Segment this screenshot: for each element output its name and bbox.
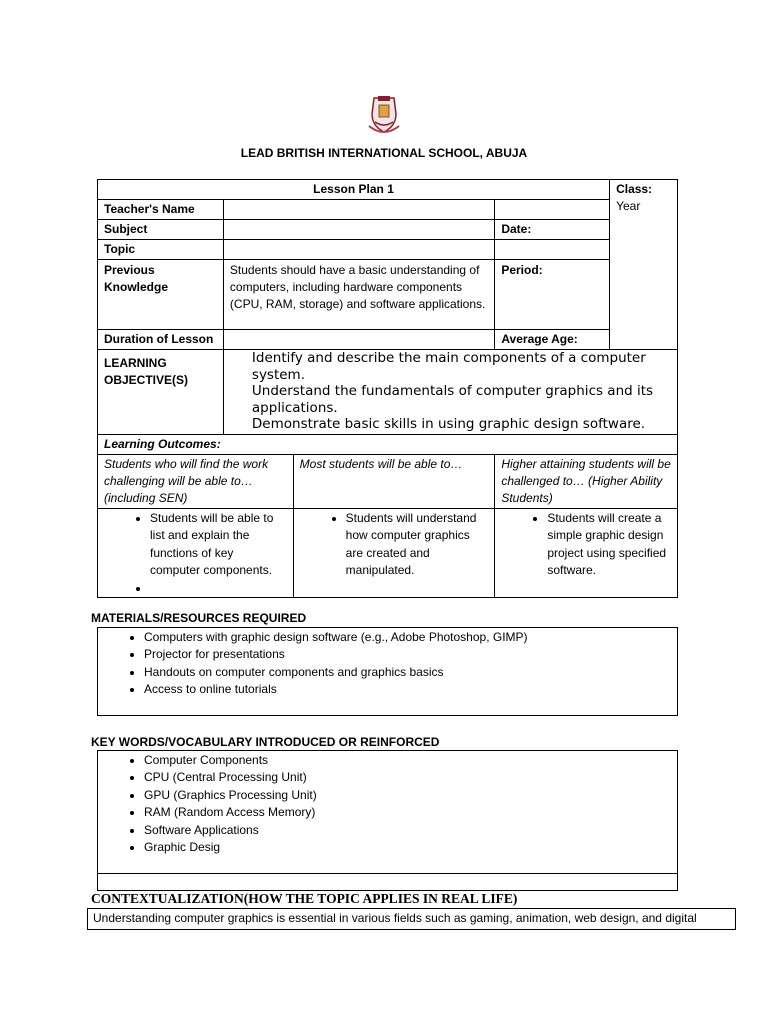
keywords-spacer-row bbox=[97, 873, 678, 891]
topic-field[interactable] bbox=[223, 240, 494, 260]
outcome-header-most: Most students will be able to… bbox=[293, 454, 495, 508]
school-crest bbox=[366, 92, 402, 136]
objectives-label-line1: LEARNING bbox=[104, 356, 167, 370]
outcome-item: • Students will understand how computer graphics are created and manipulated. bbox=[346, 510, 489, 580]
keyword-item: • GPU (Graphics Processing Unit) bbox=[144, 787, 677, 804]
previous-label-line1: Previous bbox=[104, 263, 155, 277]
keyword-item: • CPU (Central Processing Unit) bbox=[144, 769, 677, 786]
objective-item: Demonstrate basic skills in using graphic design software. bbox=[251, 416, 646, 433]
keyword-item: • RAM (Random Access Memory) bbox=[144, 804, 677, 821]
outcome-cell-higher bbox=[495, 508, 678, 597]
outcome-item: • Students will be able to list and explain the functions of key computer components. bbox=[150, 510, 287, 580]
contextualization-title: CONTEXTUALIZATION(HOW THE TOPIC APPLIES IN REAL LIFE) bbox=[91, 891, 518, 906]
objectives-label bbox=[98, 350, 224, 435]
teacher-name-field[interactable] bbox=[223, 200, 494, 220]
keyword-item: • Computer Components bbox=[144, 752, 677, 769]
school-name: LEAD BRITISH INTERNATIONAL SCHOOL, ABUJA bbox=[240, 146, 528, 160]
objective-item: Understand the fundamentals of computer graphics and its applications. bbox=[251, 383, 654, 416]
outcome-cell-sen bbox=[98, 508, 294, 597]
teacher-name-label: Teacher's Name bbox=[98, 200, 224, 220]
subject-label: Subject bbox=[98, 220, 224, 240]
materials-item: • Projector for presentations bbox=[144, 646, 677, 663]
outcome-header-sen: Students who will find the work challenging will be able to… (including SEN) bbox=[98, 454, 294, 508]
keyword-item: • Software Applications bbox=[144, 822, 677, 839]
previous-knowledge-label bbox=[98, 260, 224, 330]
duration-field[interactable] bbox=[223, 330, 494, 350]
materials-item: • Handouts on computer components and graphics basics bbox=[144, 664, 677, 681]
outcome-header-higher: Higher attaining students will be challenged to… (Higher Ability Students) bbox=[495, 454, 678, 508]
outcome-item-empty bbox=[150, 580, 287, 597]
topic-label: Topic bbox=[98, 240, 224, 260]
contextualization-text: Understanding computer graphics is essential in various fields such as gaming, animation, web design, and digital bbox=[93, 911, 697, 925]
period-label: Period: bbox=[495, 260, 610, 330]
objective-item: Identify and describe the main components of a computer system. bbox=[251, 350, 646, 383]
date-label: Date: bbox=[495, 220, 610, 240]
materials-title: MATERIALS/RESOURCES REQUIRED bbox=[91, 611, 307, 625]
previous-label-line2: Knowledge bbox=[104, 280, 169, 294]
duration-label: Duration of Lesson bbox=[98, 330, 224, 350]
class-value: Year bbox=[616, 199, 641, 213]
objectives-cell bbox=[223, 350, 677, 435]
materials-box bbox=[97, 627, 678, 716]
class-label: Class: bbox=[616, 182, 653, 196]
teacher-name-extra[interactable] bbox=[495, 200, 610, 220]
topic-extra[interactable] bbox=[495, 240, 610, 260]
previous-knowledge-text: Students should have a basic understanding of computers, including hardware components (CPU, RAM, storage) and software applications. bbox=[223, 260, 494, 330]
lesson-plan-table bbox=[97, 179, 678, 598]
contextualization-box bbox=[87, 908, 736, 930]
keyword-item: • Graphic Desig bbox=[144, 839, 677, 856]
lesson-plan-title: Lesson Plan 1 bbox=[98, 180, 610, 200]
keywords-box bbox=[97, 750, 678, 874]
average-age-label: Average Age: bbox=[495, 330, 610, 350]
materials-item: • Computers with graphic design software (e.g., Adobe Photoshop, GIMP) bbox=[144, 629, 677, 646]
keywords-title: KEY WORDS/VOCABULARY INTRODUCED OR REINFORCED bbox=[91, 735, 440, 749]
subject-field[interactable] bbox=[223, 220, 494, 240]
learning-outcomes-label: Learning Outcomes: bbox=[98, 434, 678, 454]
outcome-cell-most bbox=[293, 508, 495, 597]
class-cell bbox=[610, 180, 678, 350]
objectives-label-line2: OBJECTIVE(S) bbox=[104, 373, 189, 387]
materials-item: • Access to online tutorials bbox=[144, 681, 677, 698]
outcome-item: • Students will create a simple graphic design project using specified software. bbox=[547, 510, 671, 580]
